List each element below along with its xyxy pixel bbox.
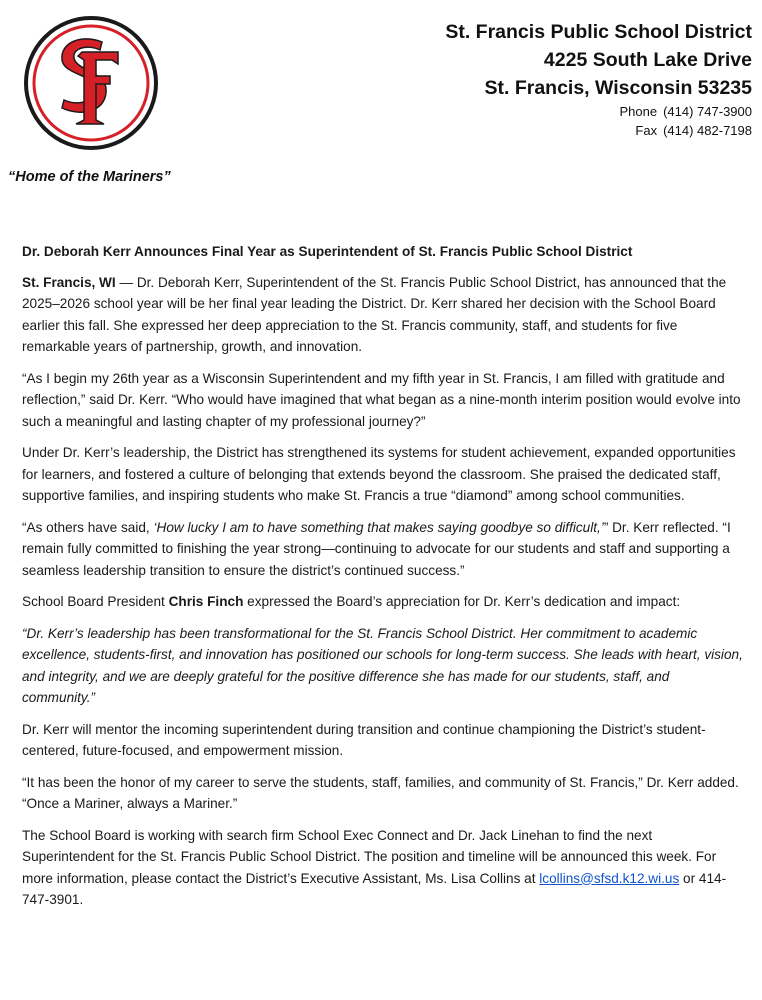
paragraph-4-end: ” Dr. Kerr reflected. “I remain fully committed to finishing the year strong—continuing to advocate for our students and staff and supporting a seamless leadership transition to ensure the district’s continued success.” bbox=[22, 519, 731, 578]
paragraph-8: “It has been the honor of my career to serve the students, staff, families, and community of St. Francis,” Dr. Kerr added. “Once a Mariner, always a Mariner.” bbox=[22, 774, 739, 811]
paragraph-5 bbox=[22, 591, 744, 613]
press-release-body bbox=[22, 241, 744, 921]
email-link[interactable]: lcollins@sfsd.k12.wi.us bbox=[539, 870, 680, 886]
fax-line bbox=[445, 121, 752, 140]
paragraph-1 bbox=[22, 272, 744, 358]
paragraph-7: Dr. Kerr will mentor the incoming superintendent during transition and continue championing the District’s student-centered, future-focused, and empowerment mission. bbox=[22, 721, 706, 758]
paragraph-4-start: “As others have said, bbox=[22, 519, 154, 535]
contact-phone: or 414-747-3901. bbox=[22, 870, 727, 907]
paragraph-4 bbox=[22, 517, 744, 582]
board-president-name: Chris Finch bbox=[168, 594, 244, 609]
fax-label: Fax bbox=[635, 123, 658, 138]
paragraph-4-quote: ‘How lucky I am to have something that makes saying goodbye so difficult,’ bbox=[153, 519, 604, 535]
paragraph-3: Under Dr. Kerr’s leadership, the District has strengthened its systems for student achievement, expanded opportunities for learners, and fostered a culture of belonging that extends beyond the classroom. She praised the dedicated staff, supportive families, and inspiring students who make St. Francis a true “diamond” among school communities. bbox=[22, 445, 736, 503]
city-state-zip: St. Francis, Wisconsin 53235 bbox=[484, 77, 752, 99]
district-name: St. Francis Public School District bbox=[445, 21, 752, 43]
paragraph-5-start: School Board President bbox=[22, 594, 169, 609]
phone-number: (414) 747-3900 bbox=[663, 104, 752, 119]
letterhead bbox=[445, 18, 752, 140]
phone-line bbox=[445, 102, 752, 121]
district-logo bbox=[20, 12, 162, 154]
paragraph-5-end: expressed the Board’s appreciation for Dr. Kerr’s dedication and impact: bbox=[243, 594, 681, 609]
headline: Dr. Deborah Kerr Announces Final Year as Superintendent of St. Francis Public School District bbox=[22, 244, 633, 259]
dateline: St. Francis, WI bbox=[22, 274, 116, 290]
paragraph-9 bbox=[22, 825, 744, 911]
paragraph-9-text: The School Board is working with search firm School Exec Connect and Dr. Jack Linehan to find the next Superintendent for the St. Francis Public School District. The position and timeline will be announced this week. For more information, please contact the District’s Executive Assistant, Ms. Lisa Collins at bbox=[22, 827, 717, 886]
street-address: 4225 South Lake Drive bbox=[543, 49, 752, 71]
fax-number: (414) 482-7198 bbox=[663, 123, 752, 138]
paragraph-1-text: — Dr. Deborah Kerr, Superintendent of the St. Francis Public School District, has announced that the 2025–2026 school year will be her final year leading the District. Dr. Kerr shared her decision with the School Board earlier this fall. She expressed her deep appreciation to the St. Francis community, staff, and students for five remarkable years of partnership, growth, and innovation. bbox=[22, 274, 727, 354]
logo-letters: SF bbox=[90, 149, 92, 150]
tagline: “Home of the Mariners” bbox=[8, 169, 171, 185]
phone-label: Phone bbox=[619, 104, 658, 119]
board-quote: “Dr. Kerr’s leadership has been transformational for the St. Francis School District. Her commitment to academic excellence, students-first, and innovation has positioned our schools for long-term success. She leads with heart, vision, and integrity, and we are deeply grateful for the positive difference she has made for our students, staff, and community.” bbox=[22, 625, 743, 705]
paragraph-2: “As I begin my 26th year as a Wisconsin Superintendent and my fifth year in St. Francis, I am filled with gratitude and reflection,” said Dr. Kerr. “Who would have imagined that what began as a nine-month interim position would evolve into such a meaningful and lasting chapter of my professional journey?” bbox=[22, 370, 741, 429]
